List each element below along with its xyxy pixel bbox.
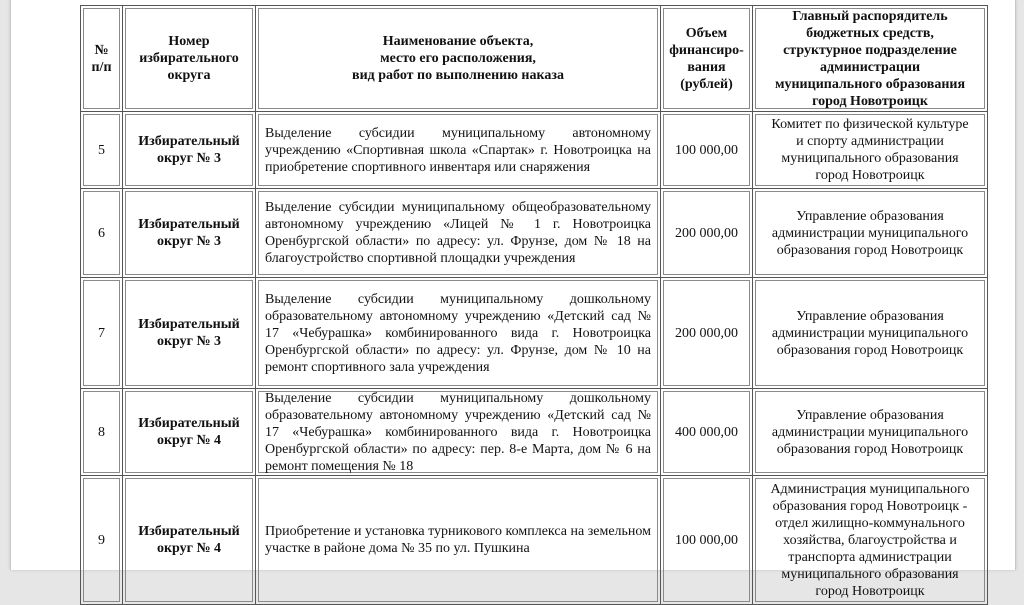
table-row xyxy=(81,189,988,278)
table-row xyxy=(81,112,988,189)
table-header-row xyxy=(81,6,988,112)
row-org: Управление образования администрации муниципального образования город Новотроицк xyxy=(753,278,988,389)
header-okrug: Номер избирательного округа xyxy=(123,6,256,112)
document-page xyxy=(10,0,1016,599)
row-org: Управление образования администрации муниципального образования город Новотроицк xyxy=(753,189,988,278)
row-org: Администрация муниципального образования город Новотроицк - отдел жилищно-коммунального хозяйства, благоустройства и транспорта администрации муниципального образования город Новотроицк xyxy=(753,476,988,605)
row-num: 8 xyxy=(81,389,123,476)
row-sum: 100 000,00 xyxy=(661,112,753,189)
row-desc: Приобретение и установка турникового комплекса на земельном участке в районе дома № 35 по ул. Пушкина xyxy=(256,476,661,605)
row-num: 9 xyxy=(81,476,123,605)
table-row xyxy=(81,389,988,476)
row-okrug: Избирательный округ № 3 xyxy=(123,278,256,389)
header-desc: Наименование объекта, место его расположения, вид работ по выполнению наказа xyxy=(256,6,661,112)
row-desc: Выделение субсидии муниципальному дошкольному образовательному автономному учреждению «Детский сад № 17 «Чебурашка» комбинированного вида г. Новотроицка Оренбургской области» по адресу: пер. 8-е Марта, дом № 6 на ремонт помещения № 18 xyxy=(256,389,661,476)
row-desc: Выделение субсидии муниципальному общеобразовательному автономному учреждению «Лицей № 1 г. Новотроицка Оренбургской области» по адресу: ул. Фрунзе, дом № 18 на благоустройство спортивной площадки учреждения xyxy=(256,189,661,278)
header-num: № п/п xyxy=(81,6,123,112)
table-row xyxy=(81,278,988,389)
row-sum: 400 000,00 xyxy=(661,389,753,476)
row-sum: 200 000,00 xyxy=(661,278,753,389)
row-num: 7 xyxy=(81,278,123,389)
row-sum: 200 000,00 xyxy=(661,189,753,278)
row-sum: 100 000,00 xyxy=(661,476,753,605)
row-okrug: Избирательный округ № 3 xyxy=(123,112,256,189)
row-num: 6 xyxy=(81,189,123,278)
header-sum: Объем финансиро- вания (рублей) xyxy=(661,6,753,112)
row-org: Комитет по физической культуре и спорту администрации муниципального образования город Новотроицк xyxy=(753,112,988,189)
funding-table xyxy=(80,5,988,605)
header-org: Главный распорядитель бюджетных средств, структурное подразделение администрации муниципального образования город Новотроицк xyxy=(753,6,988,112)
row-okrug: Избирательный округ № 4 xyxy=(123,389,256,476)
row-desc: Выделение субсидии муниципальному дошкольному образовательному автономному учреждению «Детский сад № 17 «Чебурашка» комбинированного вида г. Новотроицка Оренбургской области» по адресу: ул. Фрунзе, дом № 10 на ремонт спортивного зала учреждения xyxy=(256,278,661,389)
table-row xyxy=(81,476,988,605)
row-num: 5 xyxy=(81,112,123,189)
row-desc: Выделение субсидии муниципальному автономному учреждению «Спортивная школа «Спартак» г. Новотроицка на приобретение спортивного инвентаря или снаряжения xyxy=(256,112,661,189)
row-org: Управление образования администрации муниципального образования город Новотроицк xyxy=(753,389,988,476)
row-okrug: Избирательный округ № 3 xyxy=(123,189,256,278)
row-okrug: Избирательный округ № 4 xyxy=(123,476,256,605)
